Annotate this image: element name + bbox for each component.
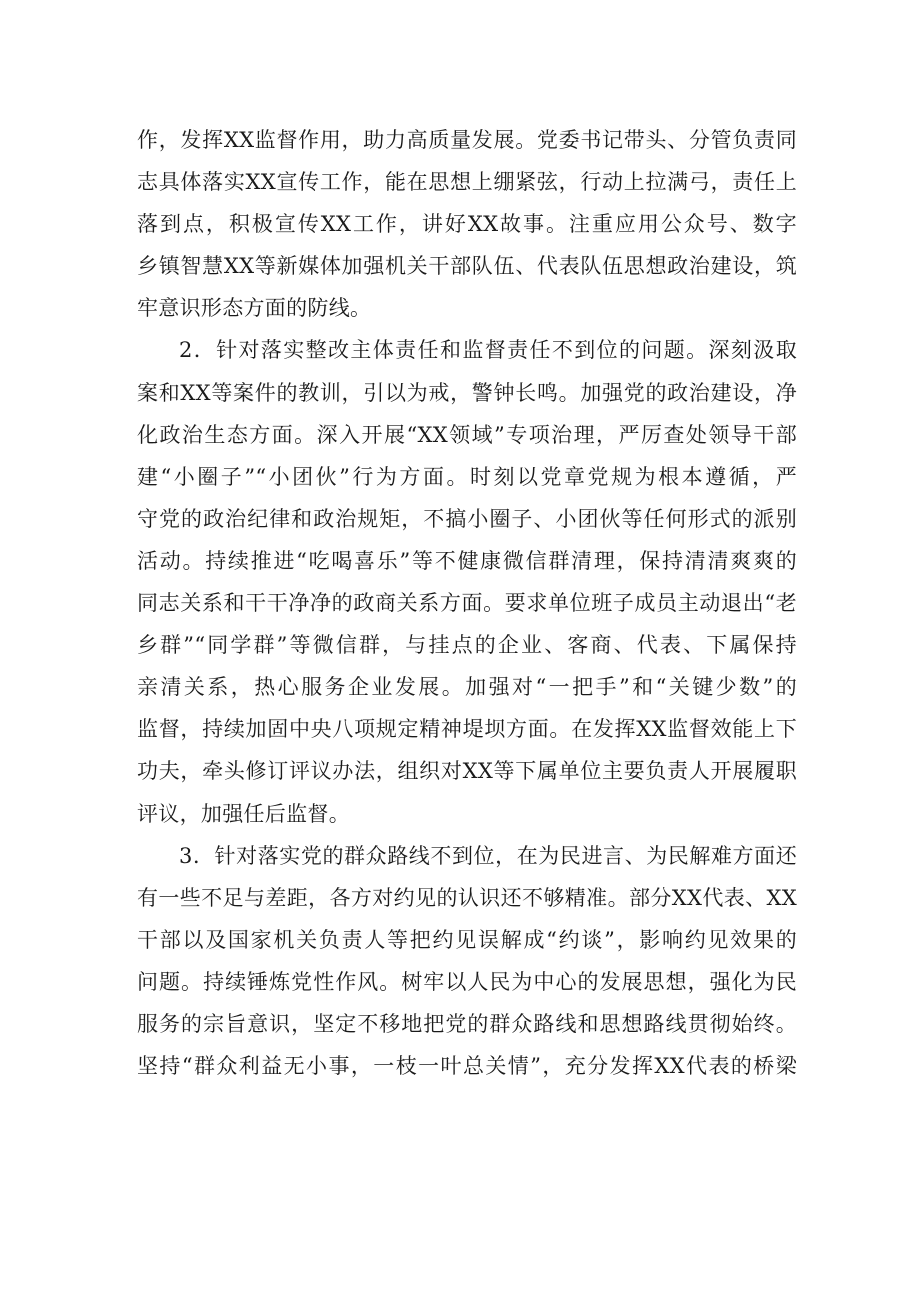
paragraph-1-line-4: 乡镇智慧XX等新媒体加强机关干部队伍、代表队伍思想政治建设，筑 [137,254,797,279]
paragraph-2-line-9: 亲清关系，热心服务企业发展。加强对“一把手”和“关键少数”的 [137,675,797,700]
paragraph-2-line-5: 守党的政治纪律和政治规矩，不搞小圈子、小团伙等任何形式的派别 [137,506,797,531]
paragraph-3-line-5: 服务的宗旨意识，坚定不移地把党的群众路线和思想路线贯彻始终。 [137,1011,797,1036]
paragraph-2-line-7: 同志关系和干干净净的政商关系方面。要求单位班子成员主动退出“老 [137,591,797,616]
paragraph-2-line-12: 评议，加强任后监督。 [137,801,350,826]
paragraph-1-line-5: 牢意识形态方面的防线。 [137,296,372,321]
paragraph-2-line-11: 功夫，牵头修订评议办法，组织对XX等下属单位主要负责人开展履职 [137,759,797,784]
paragraph-2-line-6: 活动。持续推进“吃喝喜乐”等不健康微信群清理，保持清清爽爽的 [137,548,797,573]
paragraph-2-line-3: 化政治生态方面。深入开展“XX领域”专项治理，严厉查处领导干部 [137,422,797,447]
paragraph-1-line-2: 志具体落实XX宣传工作，能在思想上绷紧弦，行动上拉满弓，责任上 [137,170,797,195]
paragraph-3-line-1: 3．针对落实党的群众路线不到位，在为民进言、为民解难方面还 [179,843,797,868]
paragraph-2-line-2: 案和XX等案件的教训，引以为戒，警钟长鸣。加强党的政治建设，净 [137,380,797,405]
paragraph-2-line-10: 监督，持续加固中央八项规定精神堤坝方面。在发挥XX监督效能上下 [137,717,797,742]
paragraph-3-line-4: 问题。持续锤炼党性作风。树牢以人民为中心的发展思想，强化为民 [137,969,797,994]
paragraph-1-line-3: 落到点，积极宣传XX工作，讲好XX故事。注重应用公众号、数字 [137,212,797,237]
paragraph-3-line-3: 干部以及国家机关负责人等把约见误解成“约谈”，影响约见效果的 [137,927,797,952]
paragraph-2-line-8: 乡群”“同学群”等微信群，与挂点的企业、客商、代表、下属保持 [137,633,797,658]
paragraph-2-line-4: 建“小圈子”“小团伙”行为方面。时刻以党章党规为根本遵循，严 [137,464,797,489]
paragraph-2-line-1: 2．针对落实整改主体责任和监督责任不到位的问题。深刻汲取 [179,338,797,363]
paragraph-3-line-6: 坚持“群众利益无小事，一枝一叶总关情”，充分发挥XX代表的桥梁 [137,1054,797,1079]
paragraph-3-line-2: 有一些不足与差距，各方对约见的认识还不够精准。部分XX代表、XX [137,885,797,910]
document-body [137,119,797,1087]
paragraph-1-line-1: 作，发挥XX监督作用，助力高质量发展。党委书记带头、分管负责同 [137,128,797,152]
